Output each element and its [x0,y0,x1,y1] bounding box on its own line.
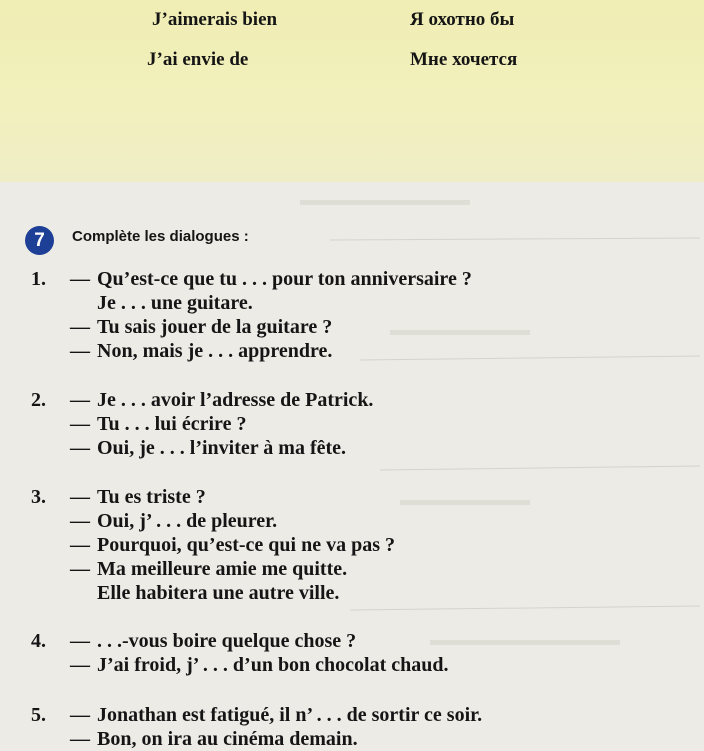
dialogue-line: Elle habitera une autre ville. [97,582,340,604]
dialogue-line: — Bon, on ira au cinéma demain. [70,728,358,750]
dialogue-line: — Tu es triste ? [70,486,206,508]
highlighted-vocab-block [0,0,704,182]
dialogue-line: — . . .-vous boire quelque chose ? [70,630,357,652]
dialogue-line: — Non, mais je . . . apprendre. [70,340,333,362]
dialogue-number: 5. [31,704,46,726]
dialogue-line: — Pourquoi, qu’est-ce qui ne va pas ? [70,534,396,556]
dialogue-line: — Oui, j’ . . . de pleurer. [70,510,278,532]
dialogue-line: — J’ai froid, j’ . . . d’un bon chocolat chaud. [70,654,449,676]
dialogue-line: — Jonathan est fatigué, il n’ . . . de sortir ce soir. [70,704,483,726]
exercise-number-badge: 7 [25,226,54,255]
dialogue-line: — Tu sais jouer de la guitare ? [70,316,333,338]
dialogue-line: Je . . . une guitare. [97,292,253,314]
vocab-ru-1: Я охотно бы [410,9,515,30]
exercise-instruction: Complète les dialogues : [72,228,249,245]
vocab-fr-2: J’ai envie de [147,49,249,70]
dialogue-line: — Qu’est-ce que tu . . . pour ton anniversaire ? [70,268,472,290]
dialogue-line: — Tu . . . lui écrire ? [70,413,247,435]
vocab-fr-1: J’aimerais bien [152,9,278,30]
dialogue-line: — Ma meilleure amie me quitte. [70,558,348,580]
dialogue-number: 1. [31,268,46,290]
dialogue-number: 4. [31,630,46,652]
dialogue-line: — Je . . . avoir l’adresse de Patrick. [70,389,374,411]
dialogue-number: 2. [31,389,46,411]
dialogue-number: 3. [31,486,46,508]
vocab-ru-2: Мне хочется [410,49,518,70]
dialogue-line: — Oui, je . . . l’inviter à ma fête. [70,437,347,459]
